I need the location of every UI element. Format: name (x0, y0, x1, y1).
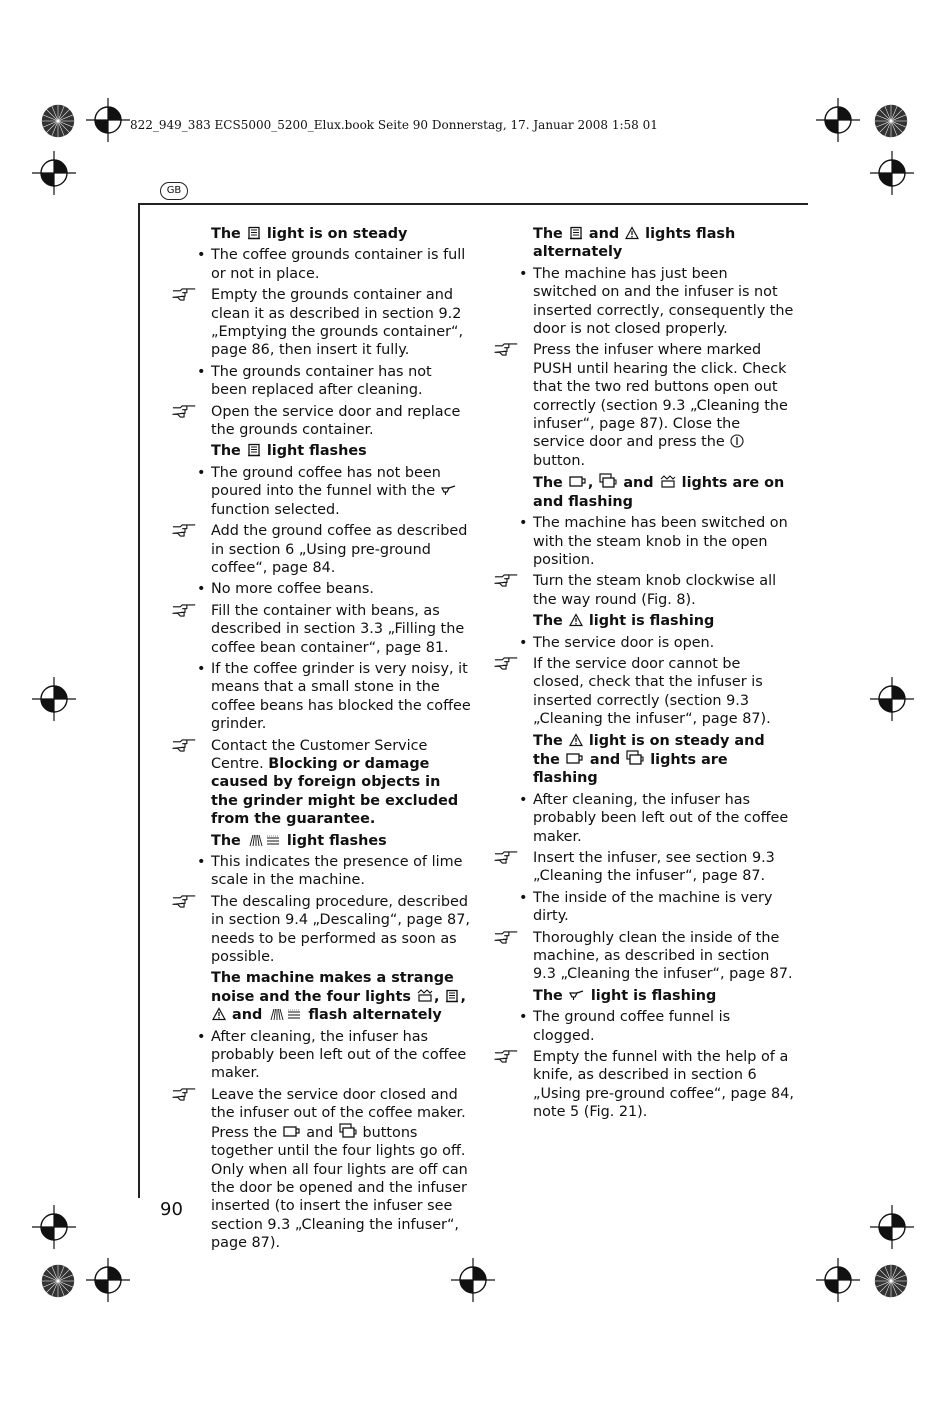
section-heading: The light flashes (211, 832, 387, 849)
registration-mark-icon (24, 1197, 84, 1257)
two-cups-icon (626, 750, 644, 766)
action-item: If the service door cannot be closed, check that the infuser is inserted correctly (section 9.3 „Cleaning the infuser“, page 87). (494, 655, 794, 729)
pointing-hand-icon (172, 523, 198, 538)
two-cups-icon (599, 473, 617, 489)
one-cup-icon (566, 752, 584, 766)
cause-item: • The inside of the machine is very dirty. (494, 889, 794, 926)
warning-triangle-icon (569, 613, 583, 627)
cause-item: • If the coffee grinder is very noisy, it means that a small stone in the coffee beans has blocked the coffee grinder. (172, 660, 472, 734)
section-heading: The light is on steady (211, 226, 408, 242)
section-heading: The light flashes (211, 443, 367, 460)
registration-mark-icon (78, 90, 138, 150)
section-heading: The light is flashing (533, 987, 717, 1004)
warning-triangle-icon (212, 1007, 226, 1021)
descaling-icon (247, 833, 281, 847)
cause-item: • The grounds container has not been replaced after cleaning. (172, 363, 472, 400)
action-item: Empty the grounds container and clean it as described in section 9.2 „Emptying the grounds container“, page 86, then insert it fully. (172, 286, 472, 360)
registration-mark-icon (78, 1250, 138, 1310)
registration-mark-icon (862, 143, 922, 203)
registration-mark-icon (443, 1250, 503, 1310)
section-heading: The machine makes a strange noise and the four lights , , and flash alternately (211, 970, 466, 1024)
pointing-hand-icon (494, 850, 520, 865)
funnel-icon (441, 485, 457, 497)
guarantee-warning: Blocking or damage caused by foreign objects in the grinder might be excluded from the guarantee. (211, 755, 459, 828)
grounds-container-icon (445, 989, 459, 1003)
crop-mark-star-bl (40, 1263, 76, 1299)
action-item: Press the infuser where marked PUSH until hearing the click. Check that the two red buttons open out correctly (section 9.3 „Cleaning the infuser“, page 87). Close the service door and press the button. (494, 341, 794, 470)
right-column (494, 225, 794, 1125)
pointing-hand-icon (494, 656, 520, 671)
pointing-hand-icon (172, 287, 198, 302)
left-rule (138, 203, 140, 1198)
steam-icon (660, 475, 676, 489)
cause-item: • The ground coffee funnel is clogged. (494, 1008, 794, 1045)
one-cup-icon (569, 475, 587, 489)
descaling-icon (268, 1007, 302, 1021)
section-heading: The , and lights are on and flashing (533, 475, 785, 510)
action-item: Insert the infuser, see section 9.3 „Cleaning the infuser“, page 87. (494, 849, 794, 886)
pointing-hand-icon (172, 894, 198, 909)
cause-item: • The machine has just been switched on and the infuser is not inserted correctly, consequently the door is not closed properly. (494, 265, 794, 339)
power-icon (730, 434, 744, 448)
cause-item: • After cleaning, the infuser has probably been left out of the coffee maker. (494, 791, 794, 846)
crop-mark-star-tr (873, 103, 909, 139)
two-cups-icon (339, 1123, 357, 1139)
pointing-hand-icon (494, 930, 520, 945)
left-column (172, 225, 472, 1256)
grounds-container-icon (247, 443, 261, 457)
file-header: 822_949_383 ECS5000_5200_Elux.book Seite 90 Donnerstag, 17. Januar 2008 1:58 01 (130, 118, 658, 132)
action-item: Contact the Customer Service Centre. Blocking or damage caused by foreign objects in the grinder might be excluded from the guarantee. (172, 737, 472, 829)
cause-item: • The coffee grounds container is full or not in place. (172, 246, 472, 283)
action-item: Turn the steam knob clockwise all the way round (Fig. 8). (494, 572, 794, 609)
pointing-hand-icon (494, 1049, 520, 1064)
action-item: The descaling procedure, described in section 9.4 „Descaling“, page 87, needs to be performed as soon as possible. (172, 893, 472, 967)
page-number: 90 (160, 1199, 183, 1220)
funnel-icon (569, 990, 585, 1002)
cause-item: • After cleaning, the infuser has probably been left out of the coffee maker. (172, 1028, 472, 1083)
action-item: Fill the container with beans, as described in section 3.3 „Filling the coffee bean container“, page 81. (172, 602, 472, 657)
cause-item: • The service door is open. (494, 634, 794, 652)
registration-mark-icon (808, 90, 868, 150)
pointing-hand-icon (172, 1087, 198, 1102)
cause-item: • The ground coffee has not been poured into the funnel with the function selected. (172, 464, 472, 519)
one-cup-icon (283, 1125, 301, 1139)
steam-icon (417, 989, 433, 1003)
language-badge: GB (160, 182, 188, 200)
section-heading: The light is on steady and the and lights are flashing (533, 732, 765, 787)
pointing-hand-icon (172, 603, 198, 618)
registration-mark-icon (24, 669, 84, 729)
crop-mark-star-tl (40, 103, 76, 139)
action-item: Leave the service door closed and the infuser out of the coffee maker. Press the and buttons together until the four lights go off. Only when all four lights are off can the door be opened and the infuser inserted (to insert the infuser see section 9.3 „Cleaning the infuser“, page 87). (172, 1086, 472, 1253)
section-heading: The and lights flash alternately (533, 226, 736, 261)
cause-item: • This indicates the presence of lime scale in the machine. (172, 853, 472, 890)
grounds-container-icon (569, 226, 583, 240)
action-item: Empty the funnel with the help of a knife, as described in section 6 „Using pre-ground coffee“, page 84, note 5 (Fig. 21). (494, 1048, 794, 1122)
registration-mark-icon (24, 143, 84, 203)
crop-mark-star-br (873, 1263, 909, 1299)
cause-item: • The machine has been switched on with the steam knob in the open position. (494, 514, 794, 569)
action-item: Add the ground coffee as described in section 6 „Using pre-ground coffee“, page 84. (172, 522, 472, 577)
pointing-hand-icon (494, 573, 520, 588)
grounds-container-icon (247, 226, 261, 240)
warning-triangle-icon (625, 226, 639, 240)
cause-item: • No more coffee beans. (172, 580, 472, 598)
warning-triangle-icon (569, 733, 583, 747)
registration-mark-icon (808, 1250, 868, 1310)
action-item: Thoroughly clean the inside of the machine, as described in section 9.3 „Cleaning the infuser“, page 87. (494, 929, 794, 984)
registration-mark-icon (862, 669, 922, 729)
pointing-hand-icon (172, 738, 198, 753)
pointing-hand-icon (172, 404, 198, 419)
registration-mark-icon (862, 1197, 922, 1257)
action-item: Open the service door and replace the grounds container. (172, 403, 472, 440)
pointing-hand-icon (494, 342, 520, 357)
top-rule (138, 203, 808, 205)
section-heading: The light is flashing (533, 613, 715, 630)
